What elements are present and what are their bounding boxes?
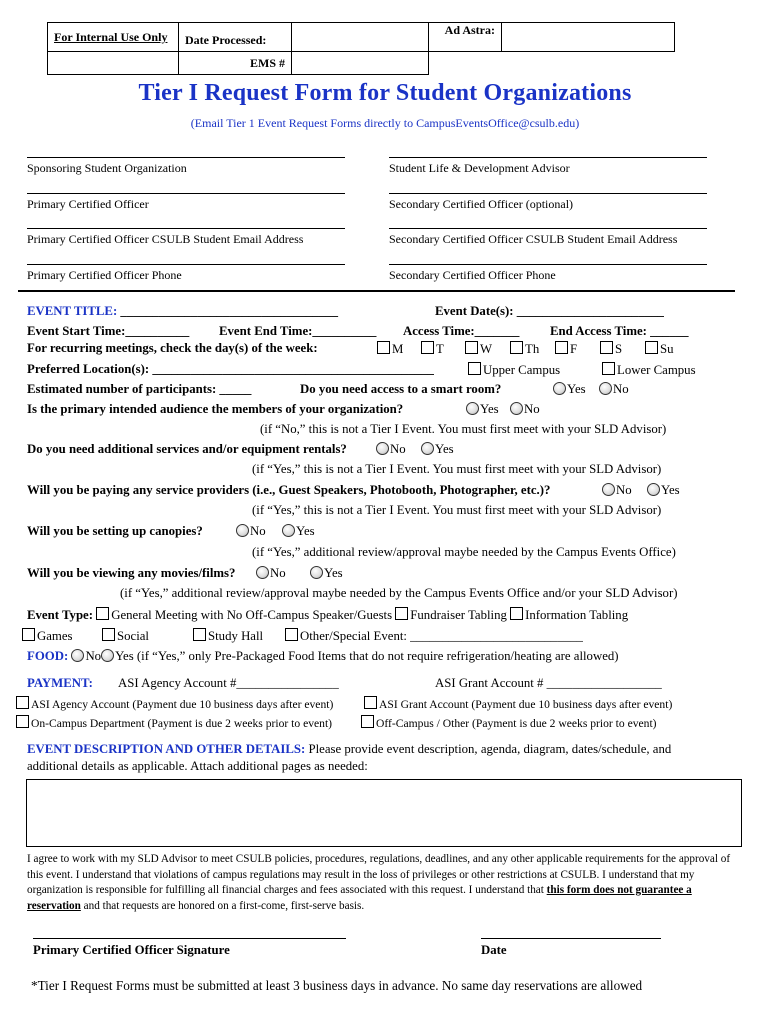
checkbox-icon[interactable] — [364, 696, 377, 709]
pay-asi-agency-option[interactable] — [16, 696, 333, 711]
type-fundraiser-option[interactable] — [395, 608, 507, 622]
pay-oncampus-option[interactable] — [16, 715, 332, 730]
checkbox-icon[interactable] — [645, 341, 658, 354]
event-dates-field[interactable]: _______________________ — [516, 304, 664, 318]
type-study-option[interactable] — [193, 628, 263, 644]
type-other-option[interactable] — [285, 628, 583, 644]
secondary-officer-line[interactable] — [389, 193, 707, 194]
checkbox-icon[interactable] — [510, 607, 523, 620]
checkbox-icon[interactable] — [510, 341, 523, 354]
checkbox-icon[interactable] — [16, 715, 29, 728]
food-row — [27, 649, 619, 664]
pay-oncampus-label: On-Campus Department (Payment is due 2 weeks prior to event) — [31, 717, 333, 730]
day-label: Th — [525, 342, 540, 356]
sld-advisor-line[interactable] — [389, 157, 707, 158]
ad-astra-field[interactable] — [502, 23, 675, 52]
event-type-row — [27, 607, 628, 623]
access-time-field[interactable]: Access Time:_______ — [403, 324, 520, 338]
providers-label: Will you be paying any service providers (i.e., Guest Speakers, Photobooth, Photographer, etc.)? — [27, 483, 551, 497]
day-monday[interactable] — [377, 341, 403, 357]
radio-icon[interactable] — [376, 442, 389, 455]
pay-asi-grant-option[interactable] — [364, 696, 672, 711]
event-dates-label: Event Date(s): — [435, 304, 517, 318]
upper-campus-label: Upper Campus — [483, 363, 561, 377]
type-games-option[interactable] — [22, 628, 73, 644]
checkbox-icon[interactable] — [600, 341, 613, 354]
ems-field[interactable] — [292, 52, 429, 75]
providers-yes[interactable] — [647, 483, 680, 498]
radio-icon[interactable] — [599, 382, 612, 395]
smart-room-yes[interactable] — [553, 382, 586, 397]
internal-use-label: For Internal Use Only — [48, 23, 179, 52]
ad-astra-label: Ad Astra: — [429, 23, 502, 52]
secondary-phone-label: Secondary Certified Officer Phone — [389, 268, 556, 282]
day-label: S — [615, 342, 623, 356]
upper-campus-option[interactable] — [468, 362, 560, 378]
event-title-label: EVENT TITLE: — [27, 304, 121, 318]
food-no[interactable] — [71, 649, 101, 663]
checkbox-icon[interactable] — [193, 628, 206, 641]
primary-email-line[interactable] — [27, 228, 345, 229]
primary-officer-line[interactable] — [27, 193, 345, 194]
day-friday[interactable] — [555, 341, 577, 357]
radio-icon[interactable] — [256, 566, 269, 579]
pay-asi-agency-label: ASI Agency Account (Payment due 10 business days after event) — [31, 698, 334, 711]
yes-label: Yes — [480, 402, 499, 416]
description-textarea[interactable] — [26, 779, 742, 847]
type-general-option[interactable] — [96, 608, 392, 622]
description-heading — [27, 742, 671, 757]
primary-officer-label: Primary Certified Officer — [27, 197, 149, 211]
event-title-row — [27, 304, 338, 319]
checkbox-icon[interactable] — [361, 715, 374, 728]
canopies-no[interactable] — [236, 524, 266, 539]
checkbox-icon[interactable] — [377, 341, 390, 354]
date-label: Date — [481, 943, 507, 957]
providers-no[interactable] — [602, 483, 632, 498]
type-games-label: Games — [37, 629, 73, 643]
movies-note: (if “Yes,” additional review/approval maybe needed by the Campus Events Office and/or your SLD Advisor) — [120, 586, 678, 600]
radio-icon[interactable] — [602, 483, 615, 496]
signature-line[interactable] — [33, 938, 346, 939]
services-label: Do you need additional services and/or equipment rentals? — [27, 442, 347, 456]
agreement-emphasis: this form does not guarantee a reservation — [27, 884, 692, 912]
primary-phone-label: Primary Certified Officer Phone — [27, 268, 182, 282]
pay-asi-grant-label: ASI Grant Account (Payment due 10 business days after event) — [379, 698, 673, 711]
checkbox-icon[interactable] — [421, 341, 434, 354]
event-dates-row — [435, 304, 664, 319]
type-social-option[interactable] — [102, 628, 149, 644]
audience-label: Is the primary intended audience the members of your organization? — [27, 402, 404, 416]
audience-note: (if “No,” this is not a Tier I Event. You must first meet with your SLD Advisor) — [260, 422, 667, 436]
radio-icon[interactable] — [236, 524, 249, 537]
secondary-email-label: Secondary Certified Officer CSULB Student Email Address — [389, 232, 678, 246]
radio-icon[interactable] — [310, 566, 323, 579]
sponsoring-org-label: Sponsoring Student Organization — [27, 161, 187, 175]
movies-no[interactable] — [256, 566, 286, 581]
radio-icon[interactable] — [101, 649, 114, 662]
day-label: M — [392, 342, 404, 356]
type-info-label: Information Tabling — [525, 608, 629, 622]
checkbox-icon[interactable] — [22, 628, 35, 641]
secondary-officer-label: Secondary Certified Officer (optional) — [389, 197, 574, 211]
canopies-label: Will you be setting up canopies? — [27, 524, 203, 538]
description-text: Please provide event description, agenda, diagram, dates/schedule, and — [305, 742, 672, 756]
day-label: Su — [660, 342, 674, 356]
no-label: No — [613, 382, 629, 396]
day-sunday[interactable] — [645, 341, 674, 357]
date-line[interactable] — [481, 938, 661, 939]
smart-room-label: Do you need access to a smart room? — [300, 382, 502, 396]
internal-use-table — [47, 22, 675, 75]
radio-icon[interactable] — [553, 382, 566, 395]
type-social-label: Social — [117, 629, 149, 643]
smart-room-no[interactable] — [599, 382, 629, 397]
event-type-label: Event Type: — [27, 608, 97, 622]
checkbox-icon[interactable] — [96, 607, 109, 620]
no-label: No — [250, 524, 266, 538]
end-access-time-field[interactable]: End Access Time: ______ — [550, 324, 689, 338]
lower-campus-label: Lower Campus — [617, 363, 696, 377]
audience-yes[interactable] — [466, 402, 499, 417]
radio-icon[interactable] — [510, 402, 523, 415]
movies-label: Will you be viewing any movies/films? — [27, 566, 236, 580]
day-label: W — [480, 342, 493, 356]
description-text-2: additional details as applicable. Attach additional pages as needed: — [27, 759, 368, 773]
agreement-text: I agree to work with my SLD Advisor to meet CSULB policies, procedures, regulations, deadlines, and any other applicable requirements for the approval of this event. I understand that violations of campus regulations may result in the loss of privileges or other restrictions at CSULB. I understand that my organization is responsible for fulfilling all financial charges and fees associated with this request. I understand that — [27, 853, 731, 896]
pay-offcampus-label: Off-Campus / Other (Payment is due 2 weeks prior to event) — [376, 717, 657, 730]
checkbox-icon[interactable] — [395, 607, 408, 620]
date-processed-label: Date Processed: — [179, 23, 292, 52]
services-yes[interactable] — [421, 442, 454, 457]
date-processed-field[interactable] — [292, 23, 429, 52]
payment-label: PAYMENT: — [27, 676, 93, 690]
checkbox-icon[interactable] — [285, 628, 298, 641]
type-fundraiser-label: Fundraiser Tabling — [410, 608, 507, 622]
asi-grant-field[interactable]: ASI Grant Account # __________________ — [435, 676, 662, 690]
radio-icon[interactable] — [421, 442, 434, 455]
form-title: Tier I Request Form for Student Organizations — [138, 80, 632, 106]
food-label: FOOD: — [27, 649, 72, 663]
canopies-note: (if “Yes,” additional review/approval maybe needed by the Campus Events Office) — [252, 545, 676, 559]
no-label: No — [270, 566, 286, 580]
checkbox-icon[interactable] — [102, 628, 115, 641]
no-label: No — [524, 402, 540, 416]
form-subtitle: (Email Tier 1 Event Request Forms directly to CampusEventsOffice@csulb.edu) — [190, 116, 580, 130]
start-time-field[interactable]: Event Start Time:__________ — [27, 324, 190, 338]
yes-label: Yes — [435, 442, 454, 456]
services-no[interactable] — [376, 442, 406, 457]
type-study-label: Study Hall — [208, 629, 264, 643]
primary-email-label: Primary Certified Officer CSULB Student Email Address — [27, 232, 304, 246]
secondary-email-line[interactable] — [389, 228, 707, 229]
canopies-yes[interactable] — [282, 524, 315, 539]
yes-label: Yes — [296, 524, 315, 538]
checkbox-icon[interactable] — [555, 341, 568, 354]
yes-label: Yes — [115, 649, 134, 663]
sld-advisor-label: Student Life & Development Advisor — [389, 161, 570, 175]
day-tuesday[interactable] — [421, 341, 444, 357]
secondary-phone-line[interactable] — [389, 264, 707, 265]
providers-note: (if “Yes,” this is not a Tier I Event. You must first meet with your SLD Advisor) — [252, 503, 662, 517]
footer-note: *Tier I Request Forms must be submitted at least 3 business days in advance. No same day reservations are allowed — [31, 978, 643, 993]
agreement-paragraph — [27, 852, 747, 914]
agreement-tail: and that requests are honored on a first-come, first-serve basis. — [80, 899, 365, 912]
movies-yes[interactable] — [310, 566, 343, 581]
day-label: T — [436, 342, 444, 356]
ems-label: EMS # — [179, 52, 292, 75]
yes-label: Yes — [324, 566, 343, 580]
type-other-label: Other/Special Event: ___________________________ — [300, 629, 583, 643]
radio-icon[interactable] — [466, 402, 479, 415]
day-saturday[interactable] — [600, 341, 622, 357]
pay-offcampus-option[interactable] — [361, 715, 657, 730]
no-label: No — [85, 649, 102, 663]
food-yes[interactable] — [101, 649, 134, 663]
services-note: (if “Yes,” this is not a Tier I Event. You must first meet with your SLD Advisor) — [252, 462, 662, 476]
event-title-field[interactable]: __________________________________ — [120, 304, 338, 318]
checkbox-icon[interactable] — [602, 362, 615, 375]
day-wednesday[interactable] — [465, 341, 492, 357]
signature-label: Primary Certified Officer Signature — [33, 943, 230, 957]
no-label: No — [390, 442, 406, 456]
day-thursday[interactable] — [510, 341, 539, 357]
checkbox-icon[interactable] — [468, 362, 481, 375]
section-divider — [18, 290, 735, 292]
checkbox-icon[interactable] — [16, 696, 29, 709]
radio-icon[interactable] — [282, 524, 295, 537]
day-label: F — [570, 342, 578, 356]
lower-campus-option[interactable] — [602, 362, 696, 378]
audience-no[interactable] — [510, 402, 540, 417]
no-label: No — [616, 483, 632, 497]
recurring-label: For recurring meetings, check the day(s) of the week: — [27, 341, 318, 355]
description-label: EVENT DESCRIPTION AND OTHER DETAILS: — [27, 742, 306, 756]
primary-phone-line[interactable] — [27, 264, 345, 265]
asi-agency-field[interactable]: ASI Agency Account #________________ — [118, 676, 339, 690]
food-note: (if “Yes,” only Pre-Packaged Food Items that do not require refrigeration/heating are allowed) — [136, 649, 619, 663]
type-info-option[interactable] — [510, 608, 628, 622]
yes-label: Yes — [661, 483, 680, 497]
yes-label: Yes — [567, 382, 586, 396]
type-general-label: General Meeting with No Off-Campus Speaker/Guests — [111, 608, 393, 622]
preferred-location-field[interactable]: Preferred Location(s): ____________________________________________ — [27, 362, 434, 376]
checkbox-icon[interactable] — [465, 341, 478, 354]
end-time-field[interactable]: Event End Time:__________ — [219, 324, 377, 338]
sponsoring-org-line[interactable] — [27, 157, 345, 158]
radio-icon[interactable] — [71, 649, 84, 662]
radio-icon[interactable] — [647, 483, 660, 496]
participants-field[interactable]: Estimated number of participants: _____ — [27, 382, 252, 396]
